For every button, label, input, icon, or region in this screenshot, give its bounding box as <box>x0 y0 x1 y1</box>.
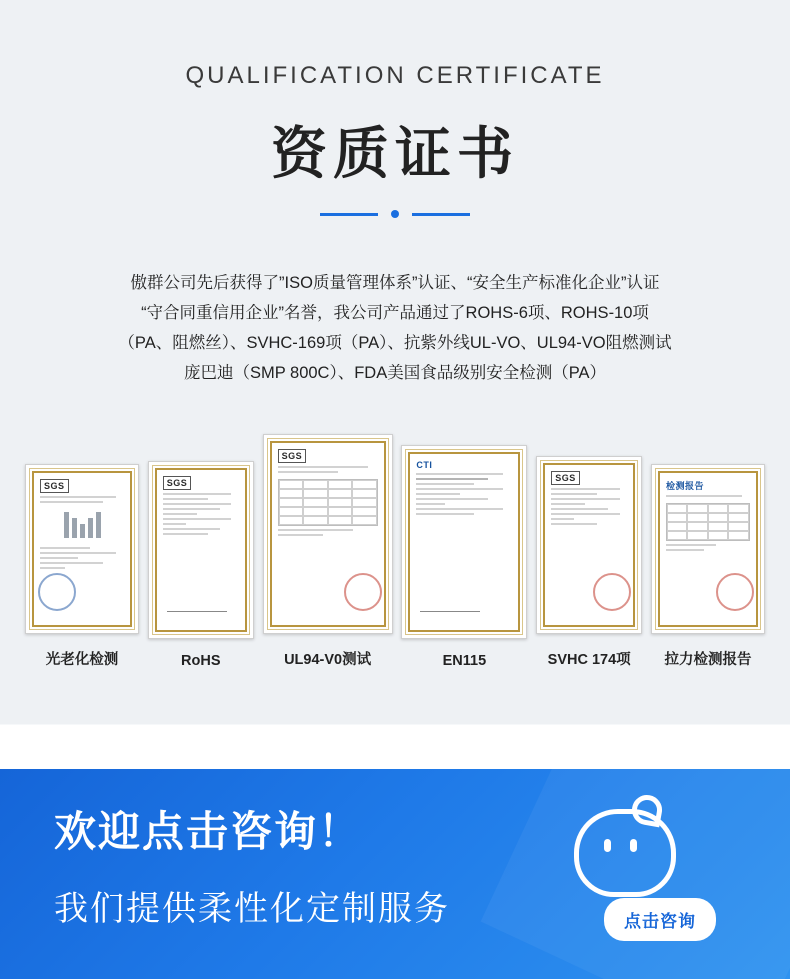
text-line <box>163 498 209 500</box>
intro-line-1: 傲群公司先后获得了”ISO质量管理体系”认证、“安全生产标准化企业”认证 <box>130 274 660 292</box>
text-line <box>551 488 619 490</box>
results-table <box>666 503 750 541</box>
intro-line-4: 庞巴迪（SMP 800C）、FDA美国食品级别安全检测（PA） <box>183 364 607 382</box>
text-line <box>40 547 90 549</box>
banner-subheadline: 我们提供柔性化定制服务 <box>54 890 450 928</box>
text-line <box>416 478 488 480</box>
certificate-item[interactable] <box>536 456 642 669</box>
page-eyebrow-title: QUALIFICATION CERTIFICATE <box>185 62 605 89</box>
text-line <box>551 503 585 505</box>
robot-eye-right-icon <box>630 839 637 852</box>
text-line <box>416 488 502 490</box>
text-line <box>163 493 231 495</box>
divider-bar-right <box>412 213 470 216</box>
divider-bar-left <box>320 213 378 216</box>
text-line <box>163 513 197 515</box>
text-line <box>163 523 186 525</box>
text-line <box>551 508 608 510</box>
intro-line-2: “守合同重信用企业”名誉，我公司产品通过了ROHS-6项、ROHS-10项 <box>141 304 649 322</box>
certificate-caption: EN115 <box>442 653 487 669</box>
certificate-thumbnail[interactable] <box>401 445 527 639</box>
text-line <box>163 533 209 535</box>
text-line <box>278 529 353 531</box>
text-line <box>40 552 116 554</box>
stamp-icon <box>344 573 382 611</box>
sgs-logo-icon: SGS <box>551 471 580 485</box>
intro-line-3: （PA、阻燃丝）、SVHC-169项（PA）、抗紫外线UL-VO、UL94-VO阻燃测试 <box>118 334 672 352</box>
title-divider <box>320 212 470 216</box>
report-logo-icon: 检测报告 <box>665 481 704 491</box>
text-line <box>40 496 116 498</box>
escalator-diagram-icon <box>40 512 124 538</box>
signature-mark <box>167 597 227 612</box>
results-table <box>278 479 378 526</box>
text-line <box>40 557 78 559</box>
certificate-thumbnail[interactable] <box>263 434 393 634</box>
sgs-logo-icon: SGS <box>278 449 307 463</box>
cti-logo-icon: CTI <box>416 460 433 470</box>
text-line <box>416 508 502 510</box>
certificate-gallery <box>25 434 765 669</box>
sgs-logo-icon: SGS <box>40 479 69 493</box>
text-line <box>416 513 474 515</box>
signature-mark <box>420 597 480 612</box>
certificate-item[interactable] <box>263 434 393 669</box>
stamp-icon <box>716 573 754 611</box>
text-line <box>163 518 231 520</box>
text-line <box>40 562 103 564</box>
certificate-caption: SVHC 174项 <box>547 652 631 668</box>
certificate-item[interactable] <box>651 464 765 669</box>
text-line <box>163 503 231 505</box>
banner-text-block <box>54 799 450 930</box>
text-line <box>163 528 220 530</box>
banner-headline: 欢迎点击咨询！ <box>54 808 363 855</box>
text-line <box>416 503 445 505</box>
text-line <box>278 534 323 536</box>
robot-mascot-icon <box>574 797 670 889</box>
consult-banner <box>0 769 790 979</box>
sgs-logo-icon: SGS <box>163 476 192 490</box>
page-header <box>0 0 790 216</box>
stamp-icon <box>38 573 76 611</box>
text-line <box>666 544 716 546</box>
text-line <box>416 493 459 495</box>
text-line <box>551 523 597 525</box>
certificate-caption: 光老化检测 <box>45 652 119 668</box>
text-line <box>278 466 368 468</box>
certificate-thumbnail[interactable] <box>536 456 642 634</box>
text-line <box>40 567 65 569</box>
certificate-caption: 拉力检测报告 <box>664 652 752 668</box>
page-title: 资质证书 <box>271 122 519 185</box>
stamp-icon <box>593 573 631 611</box>
text-line <box>666 549 704 551</box>
text-line <box>416 483 474 485</box>
text-line <box>416 473 502 475</box>
text-line <box>551 498 619 500</box>
text-line <box>666 495 742 497</box>
text-line <box>163 508 220 510</box>
consult-button[interactable]: 点击咨询 <box>604 898 716 941</box>
certificate-caption: UL94-V0测试 <box>284 652 372 668</box>
certificate-thumbnail[interactable] <box>25 464 139 634</box>
certificate-item[interactable] <box>25 464 139 669</box>
text-line <box>40 501 103 503</box>
robot-head-icon <box>574 809 676 897</box>
text-line <box>416 498 488 500</box>
intro-paragraph <box>65 268 725 388</box>
text-line <box>551 513 619 515</box>
robot-eye-left-icon <box>604 839 611 852</box>
certificate-caption: RoHS <box>181 653 221 669</box>
text-line <box>278 471 338 473</box>
certificate-thumbnail[interactable] <box>148 461 254 639</box>
certificate-item[interactable] <box>401 445 527 669</box>
text-line <box>551 518 574 520</box>
certificate-item[interactable] <box>148 461 254 669</box>
text-line <box>551 493 597 495</box>
divider-dot <box>391 210 399 218</box>
certificate-thumbnail[interactable] <box>651 464 765 634</box>
